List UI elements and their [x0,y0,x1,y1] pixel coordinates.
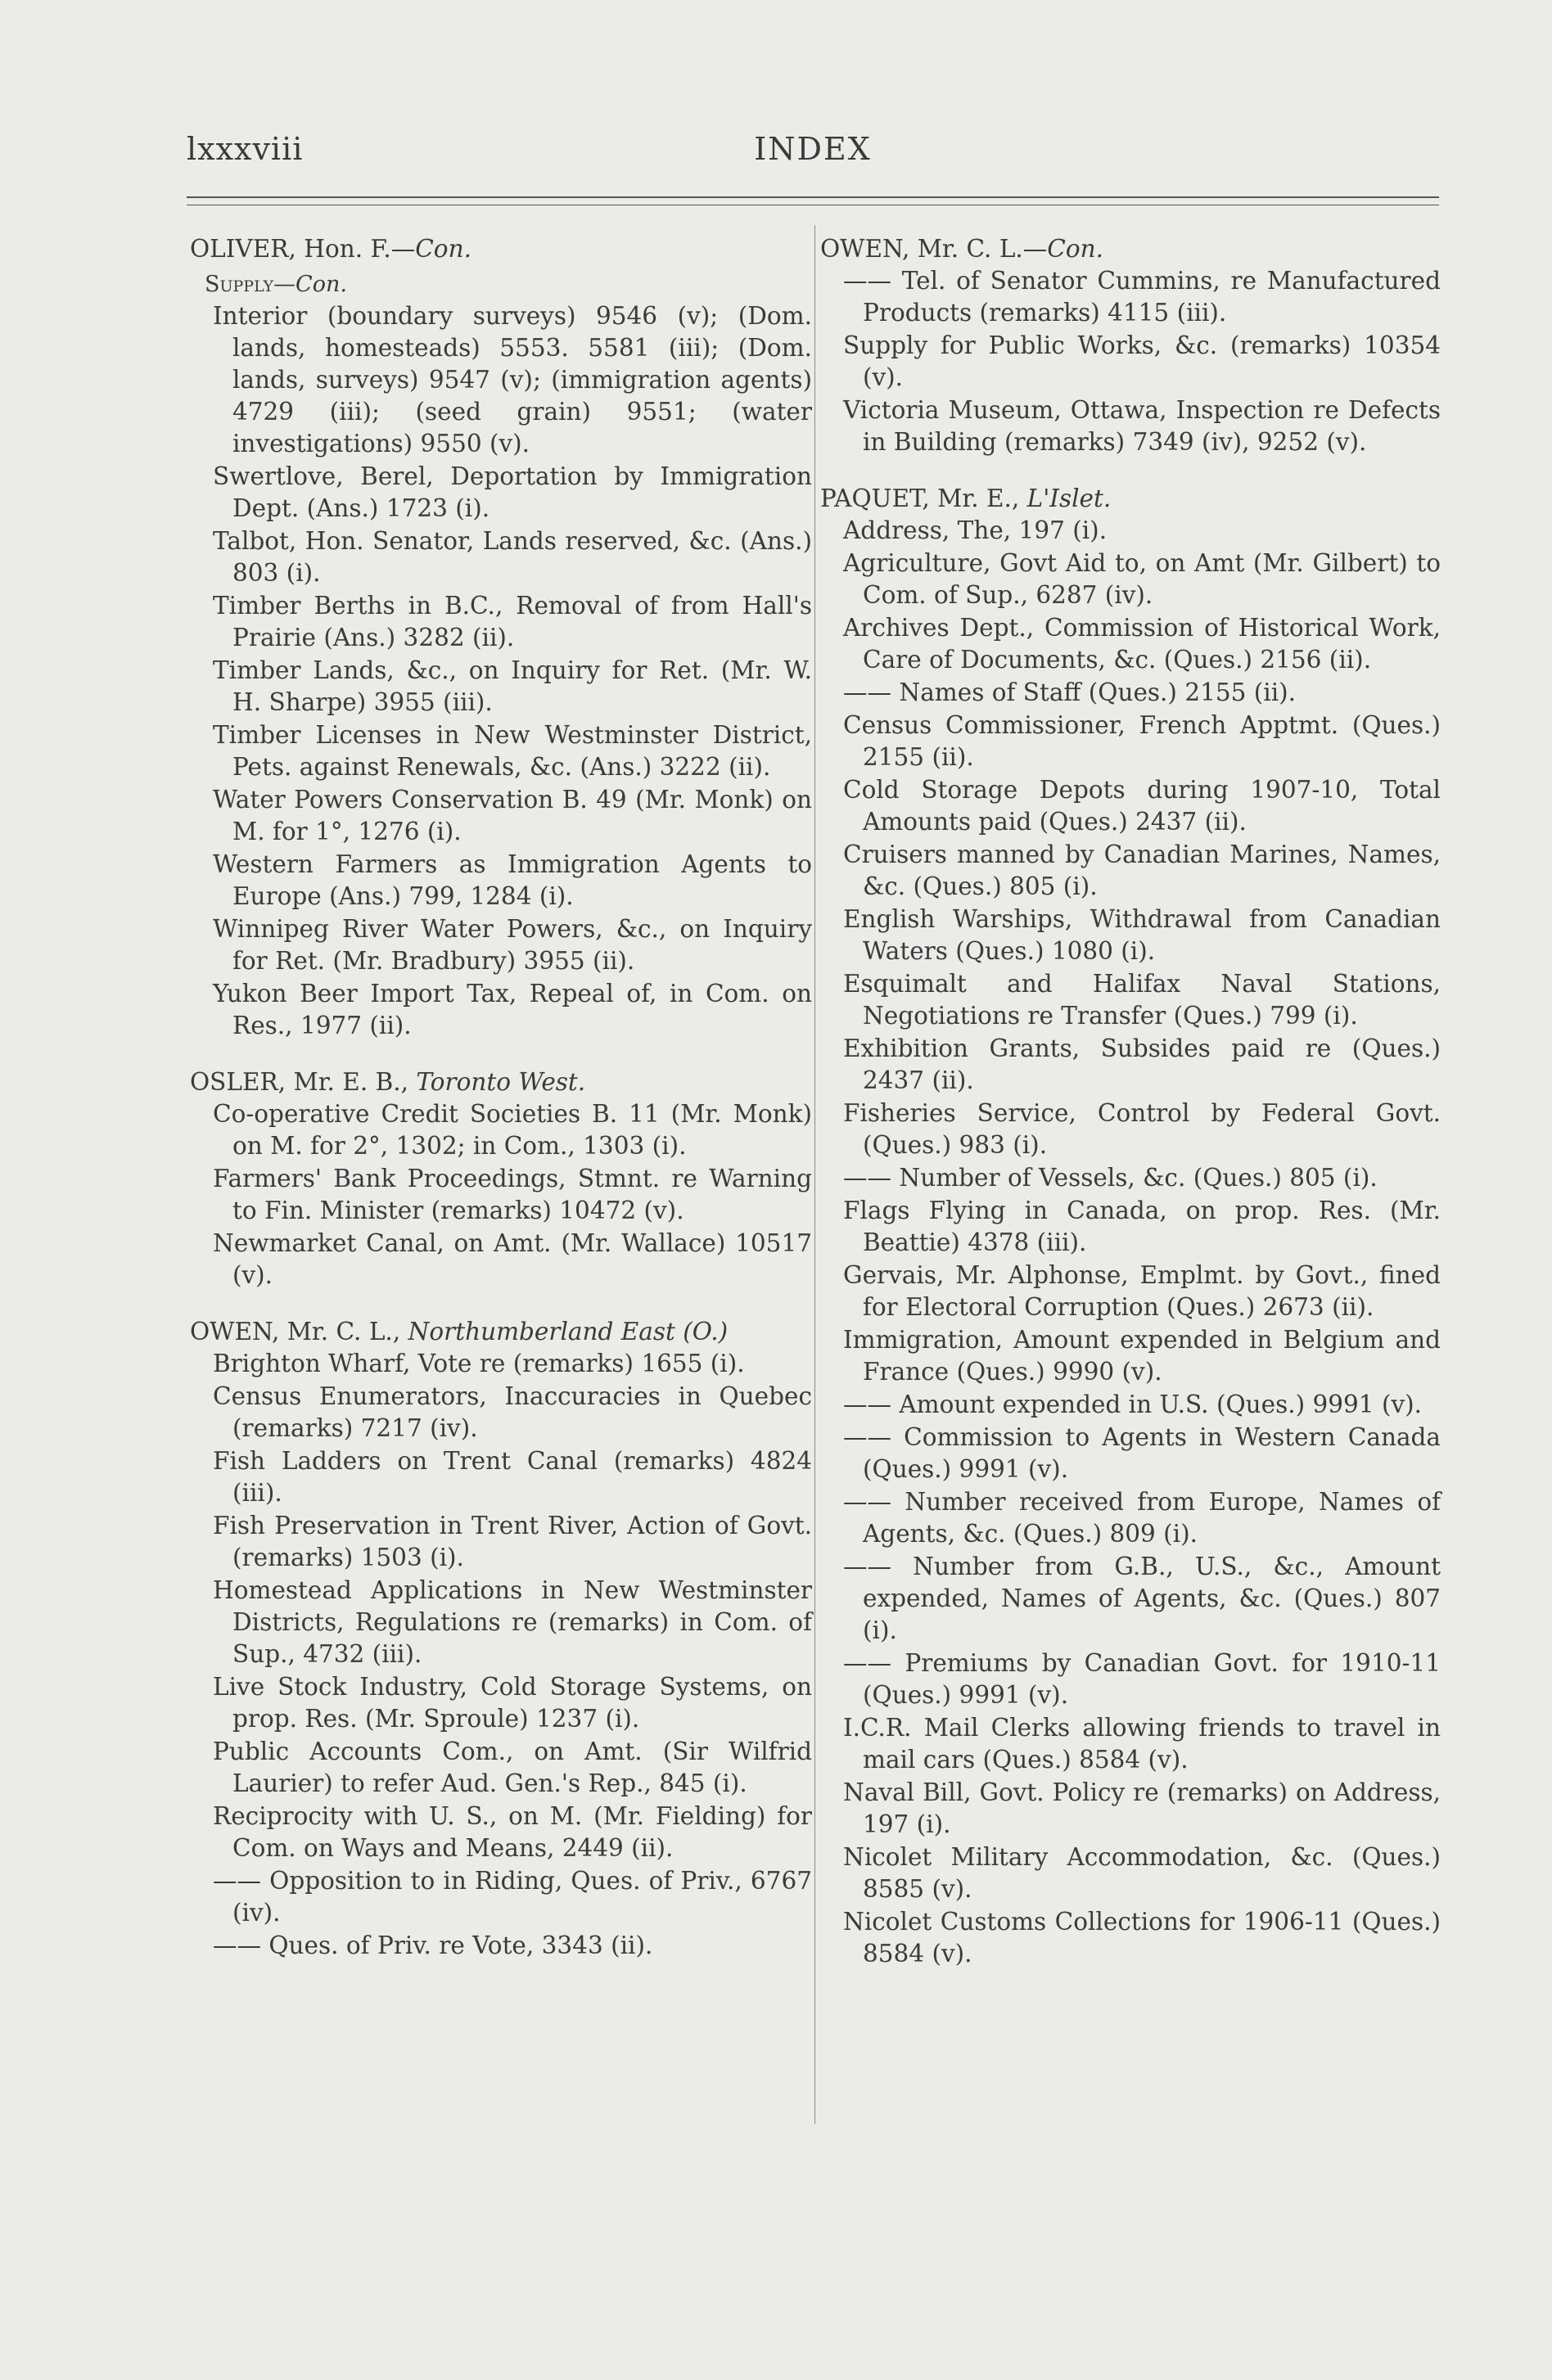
heading-role: Toronto West. [416,1068,586,1096]
index-entry: Agriculture, Govt Aid to, on Amt (Mr. Gilbert) to Com. of Sup., 6287 (iv). [843,549,1441,609]
heading-name: PAQUET, Mr. E., [820,485,1027,512]
subheading-label: Supply— [205,272,296,297]
index-entry: Live Stock Industry, Cold Storage Systems, on prop. Res. (Mr. Sproule) 1237 (i). [213,1673,812,1733]
index-entry: Census Enumerators, Inaccuracies in Quebec (remarks) 7217 (iv). [213,1382,812,1442]
index-entry: Supply for Public Works, &c. (remarks) 10354 (v). [843,331,1441,391]
index-entry: Fisheries Service, Control by Federal Govt. (Ques.) 983 (i). [843,1099,1441,1159]
column-divider [814,225,815,2124]
index-entry: I.C.R. Mail Clerks allowing friends to travel in mail cars (Ques.) 8584 (v). [843,1714,1441,1774]
index-heading [820,233,1441,265]
index-entry: —— Names of Staff (Ques.) 2155 (ii). [843,678,1297,706]
heading-name: OWEN, Mr. C. L.— [820,235,1048,263]
index-group-owen-continued [820,233,1441,458]
index-entry: Farmers' Bank Proceedings, Stmnt. re Warning to Fin. Minister (remarks) 10472 (v). [213,1165,812,1224]
index-entry: Fish Ladders on Trent Canal (remarks) 4824 (iii). [213,1447,812,1507]
index-entry: Yukon Beer Import Tax, Repeal of, in Com. on Res., 1977 (ii). [213,980,812,1039]
index-entry: Cruisers manned by Canadian Marines, Names, &c. (Ques.) 805 (i). [843,841,1441,900]
index-subheading [190,268,812,300]
index-group-oliver [190,233,812,1042]
index-entry: Reciprocity with U. S., on M. (Mr. Fielding) for Com. on Ways and Means, 2449 (ii). [213,1802,812,1862]
index-entry: Archives Dept., Commission of Historical Work, Care of Documents, &c. (Ques.) 2156 (ii). [843,614,1441,674]
index-entry: English Warships, Withdrawal from Canadian Waters (Ques.) 1080 (i). [843,905,1441,965]
subheading-con: Con. [296,272,347,297]
page-title: INDEX [754,131,872,167]
index-entry: Brighton Wharf, Vote re (remarks) 1655 (i). [213,1350,745,1377]
index-entry: Esquimalt and Halifax Naval Stations, Negotiations re Transfer (Ques.) 799 (i). [843,970,1441,1030]
heading-role: Con. [1047,235,1104,263]
entry-list [820,515,1441,1970]
index-entry: Cold Storage Depots during 1907-10, Total Amounts paid (Ques.) 2437 (ii). [843,776,1441,836]
index-entry: Interior (boundary surveys) 9546 (v); (Dom. lands, homesteads) 5553. 5581 (iii); (Dom. lands, surveys) 9547 (v); (immigration agents) 4729 (iii); (seed grain) 9551; (water investigations) 9550 (v). [213,302,812,458]
index-group-paquet [820,483,1441,1970]
index-entry: Naval Bill, Govt. Policy re (remarks) on Address, 197 (i). [843,1778,1441,1838]
heading-role: L'Islet. [1026,485,1112,512]
index-entry: Fish Preservation in Trent River, Action of Govt. (remarks) 1503 (i). [213,1512,812,1571]
index-entry: Talbot, Hon. Senator, Lands reserved, &c. (Ans.) 803 (i). [213,527,812,587]
index-entry: —— Premiums by Canadian Govt. for 1910-11 (Ques.) 9991 (v). [843,1649,1441,1709]
heading-name: OSLER, Mr. E. B., [190,1068,417,1096]
index-group-owen [190,1316,812,1962]
index-entry: Census Commissioner, French Apptmt. (Ques.) 2155 (ii). [843,711,1441,771]
index-group-osler [190,1066,812,1291]
index-entry: —— Tel. of Senator Cummins, re Manufactured Products (remarks) 4115 (iii). [843,267,1441,327]
entry-list [820,265,1441,458]
index-entry: Public Accounts Com., on Amt. (Sir Wilfrid Laurier) to refer Aud. Gen.'s Rep., 845 (i). [213,1738,812,1797]
index-entry: Exhibition Grants, Subsides paid re (Ques.) 2437 (ii). [843,1034,1441,1094]
index-entry: —— Commission to Agents in Western Canada (Ques.) 9991 (v). [843,1423,1441,1483]
index-entry: Victoria Museum, Ottawa, Inspection re Defects in Building (remarks) 7349 (iv), 9252 (v). [843,396,1441,456]
index-entry: —— Number received from Europe, Names of Agents, &c. (Ques.) 809 (i). [843,1488,1441,1548]
index-entry: Homestead Applications in New Westminster Districts, Regulations re (remarks) in Com. of Sup., 4732 (iii). [213,1576,812,1668]
index-entry: Flags Flying in Canada, on prop. Res. (Mr. Beattie) 4378 (iii). [843,1197,1441,1256]
index-entry: Nicolet Military Accommodation, &c. (Ques.) 8585 (v). [843,1843,1441,1903]
right-column [820,233,1441,1995]
entry-list [190,1098,812,1291]
index-entry: Water Powers Conservation B. 49 (Mr. Monk) on M. for 1°, 1276 (i). [213,786,812,845]
index-entry: Newmarket Canal, on Amt. (Mr. Wallace) 10517 (v). [213,1229,812,1289]
index-entry: —— Amount expended in U.S. (Ques.) 9991 (v). [843,1391,1423,1418]
index-entry: Timber Berths in B.C., Removal of from Hall's Prairie (Ans.) 3282 (ii). [213,592,812,651]
index-entry: Timber Lands, &c., on Inquiry for Ret. (Mr. W. H. Sharpe) 3955 (iii). [213,656,812,716]
entry-list [190,1348,812,1962]
index-entry: Swertlove, Berel, Deportation by Immigration Dept. (Ans.) 1723 (i). [213,462,812,522]
page-number: lxxxviii [187,131,304,167]
heading-role: Con. [415,235,471,263]
index-entry: —— Ques. of Priv. re Vote, 3343 (ii). [213,1931,653,1959]
index-heading [190,1316,812,1348]
index-entry: —— Opposition to in Riding, Ques. of Priv., 6767 (iv). [213,1867,812,1927]
index-entry: Nicolet Customs Collections for 1906-11 (Ques.) 8584 (v). [843,1908,1441,1968]
page-header [187,131,1439,172]
index-entry: Address, The, 197 (i). [843,516,1108,544]
heading-role: Northumberland East (O.) [408,1318,729,1346]
entry-list [190,300,812,1042]
index-entry: Western Farmers as Immigration Agents to Europe (Ans.) 799, 1284 (i). [213,850,812,910]
heading-name: OLIVER, Hon. F.— [190,235,416,263]
index-heading [820,483,1441,515]
heading-name: OWEN, Mr. C. L., [190,1318,408,1346]
index-entry: Gervais, Mr. Alphonse, Emplmt. by Govt., fined for Electoral Corruption (Ques.) 2673 (ii). [843,1261,1441,1321]
index-entry: Winnipeg River Water Powers, &c., on Inquiry for Ret. (Mr. Bradbury) 3955 (ii). [213,915,812,975]
header-rule [187,196,1439,198]
left-column [190,233,812,1986]
index-entry: Timber Licenses in New Westminster District, Pets. against Renewals, &c. (Ans.) 3222 (ii). [213,721,812,781]
index-heading [190,233,812,265]
index-entry: Immigration, Amount expended in Belgium and France (Ques.) 9990 (v). [843,1326,1441,1386]
index-entry: —— Number of Vessels, &c. (Ques.) 805 (i). [843,1164,1378,1192]
index-entry: Co-operative Credit Societies B. 11 (Mr. Monk) on M. for 2°, 1302; in Com., 1303 (i). [213,1100,812,1160]
index-heading [190,1066,812,1098]
index-entry: —— Number from G.B., U.S., &c., Amount expended, Names of Agents, &c. (Ques.) 807 (i). [843,1553,1441,1644]
